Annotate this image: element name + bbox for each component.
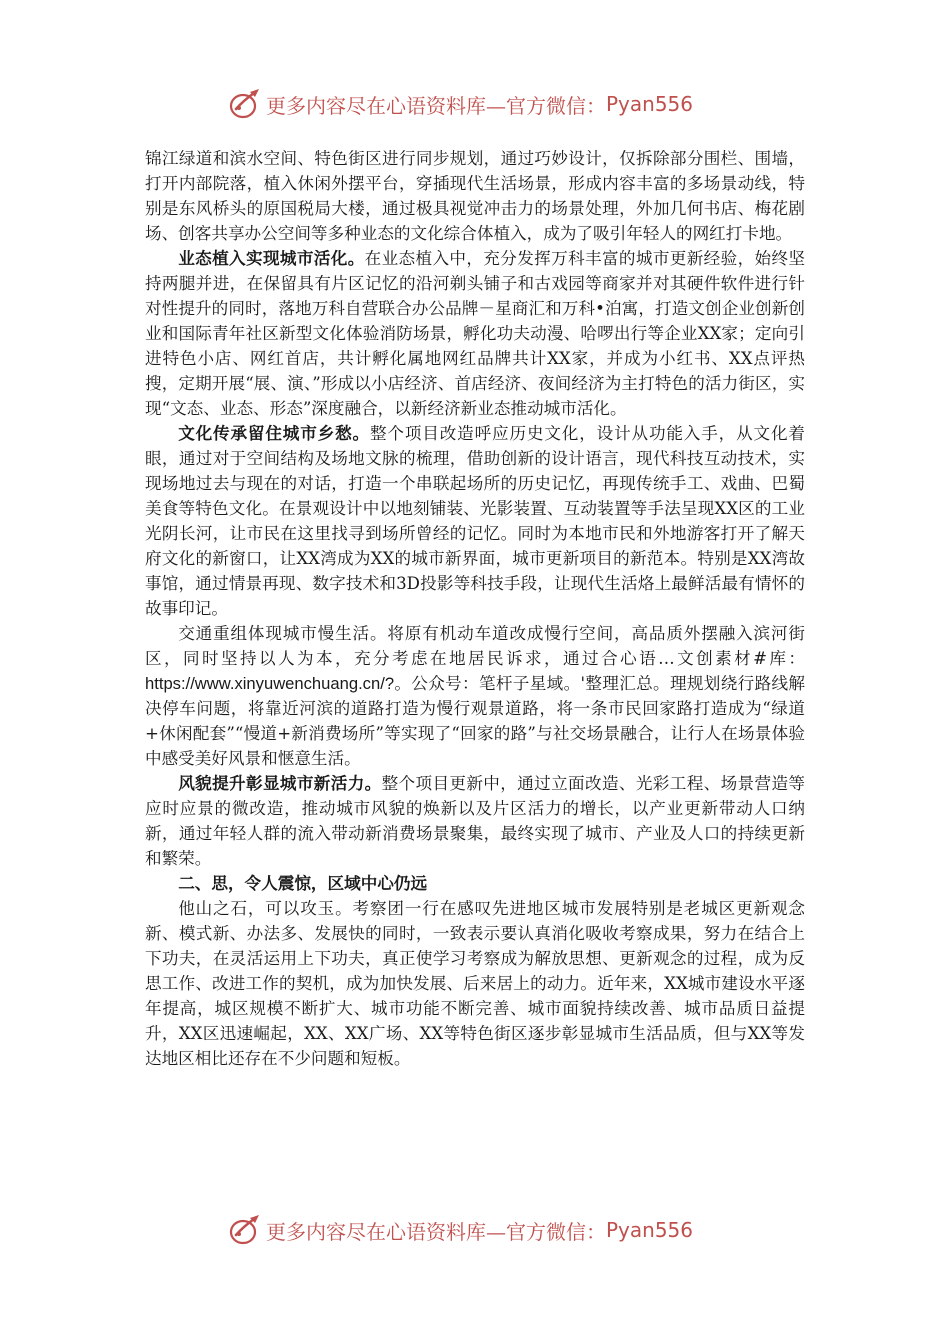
paragraph-4-part-a: 交通重组体现城市慢生活。将原有机动车道改成慢行空间，高品质外摆融入滨河街区，同时坚持以人为本，充分考虑在地居民诉求，通过合心语…文创素材#库： [145, 624, 805, 668]
document-body [145, 146, 805, 1071]
banner-wechat-id: Pyan556 [606, 92, 694, 116]
section-heading-text: 二、思，令人震惊，区域中心仍远 [178, 873, 428, 893]
paragraph-3-heading: 文化传承留住城市乡愁。 [178, 423, 370, 443]
paragraph-3-body: 整个项目改造呼应历史文化，设计从功能入手，从文化着眼，通过对于空间结构及场地文脉的梳理，借助创新的设计语言，现代科技互动技术，实现场地过去与现在的对话，打造一个串联起场所的历史记忆，再现传统手工、戏曲、巴蜀美食等特色文化。在景观设计中以地刻铺装、光影装置、互动装置等手法呈现XX区的工业光阴长河，让市民在这里找寻到场所曾经的记忆。同时为本地市民和外地游客打开了解天府文化的新窗口，让XX湾成为XX的城市新界面，城市更新项目的新范本。特别是XX湾故事馆，通过情景再现、数字技术和3D投影等科技手段，让现代生活烙上最鲜活最有情怀的故事印记。 [145, 424, 806, 618]
paragraph-1: 锦江绿道和滨水空间、特色街区进行同步规划，通过巧妙设计，仅拆除部分围栏、围墙，打开内部院落，植入休闲外摆平台，穿插现代生活场景，形成内容丰富的多场景动线，特别是东风桥头的原国税局大楼，通过极具视觉冲击力的场景处理，外加几何书店、梅花剧场、创客共享办公空间等多种业态的文化综合体植入，成为了吸引年轻人的网红打卡地。 [145, 149, 805, 243]
paragraph-6: 他山之石，可以攻玉。考察团一行在感叹先进地区城市发展特别是老城区更新观念新、模式新、办法多、发展快的同时，一致表示要认真消化吸收考察成果，努力在结合上下功夫，在灵活运用上下功夫，真正使学习考察成为解放思想、更新观念的过程，成为反思工作、改进工作的契机，成为加快发展、后来居上的动力。近年来，XX城市建设水平逐年提高，城区规模不断扩大、城市功能不断完善、城市面貌持续改善、城市品质日益提升，XX区迅速崛起，XX、XX广场、XX等特色街区逐步彰显城市生活品质，但与XX等发达地区相比还存在不少问题和短板。 [145, 899, 805, 1068]
footer-watermark-banner [228, 1212, 748, 1248]
paragraph-4-url: https://www.xinyuwenchuang.cn/? [145, 674, 395, 693]
paragraph-5 [145, 771, 805, 871]
paragraph-4-part-b: 。公众号：笔杆子星域。'整理汇总。理规划绕行路线解决停车问题，将靠近河滨的道路打造为慢行观景道路，将一条市民回家路打造成为“绿道+休闲配套”“慢道+新消费场所”等实现了“回家的路”与社交场景融合，让行人在场景体验中感受美好风景和惬意生活。 [145, 674, 805, 768]
banner-wechat-id: Pyan556 [606, 1218, 694, 1242]
paragraph-2-heading: 业态植入实现城市活化。 [178, 248, 365, 268]
paragraph-2-body: 在业态植入中，充分发挥万科丰富的城市更新经验，始终坚持两腿并进，在保留具有片区记忆的沿河剃头铺子和古戏园等商家并对其硬件软件进行针对性提升的同时，落地万科自营联合办公品牌－星商汇和万科•泊寓，打造文创企业创新创业和国际青年社区新型文化体验消防场景，孵化功夫动漫、哈啰出行等企业XX家；定向引进特色小店、网红首店，共计孵化属地网红品牌共计XX家，并成为小红书、XX点评热搜，定期开展“展、演、”形成以小店经济、首店经济、夜间经济为主打特色的活力街区，实现“文态、业态、形态”深度融合，以新经济新业态推动城市活化。 [145, 249, 806, 418]
banner-text: 更多内容尽在心语资料库—官方微信： [266, 1219, 606, 1244]
paragraph-2 [145, 246, 805, 421]
pen-logo-icon [228, 87, 262, 121]
section-heading [145, 871, 805, 896]
paragraph-3 [145, 421, 805, 621]
header-watermark-banner [228, 86, 748, 122]
paragraph-4 [145, 621, 805, 771]
paragraph-5-heading: 风貌提升彰显城市新活力。 [178, 773, 382, 793]
pen-logo-icon [228, 1213, 262, 1247]
banner-text: 更多内容尽在心语资料库—官方微信： [266, 93, 606, 118]
paragraph-5-body: 整个项目更新中，通过立面改造、光彩工程、场景营造等应时应景的微改造，推动城市风貌的焕新以及片区活力的增长，以产业更新带动人口纳新，通过年轻人群的流入带动新消费场景聚集，最终实现了城市、产业及人口的持续更新和繁荣。 [145, 774, 805, 868]
